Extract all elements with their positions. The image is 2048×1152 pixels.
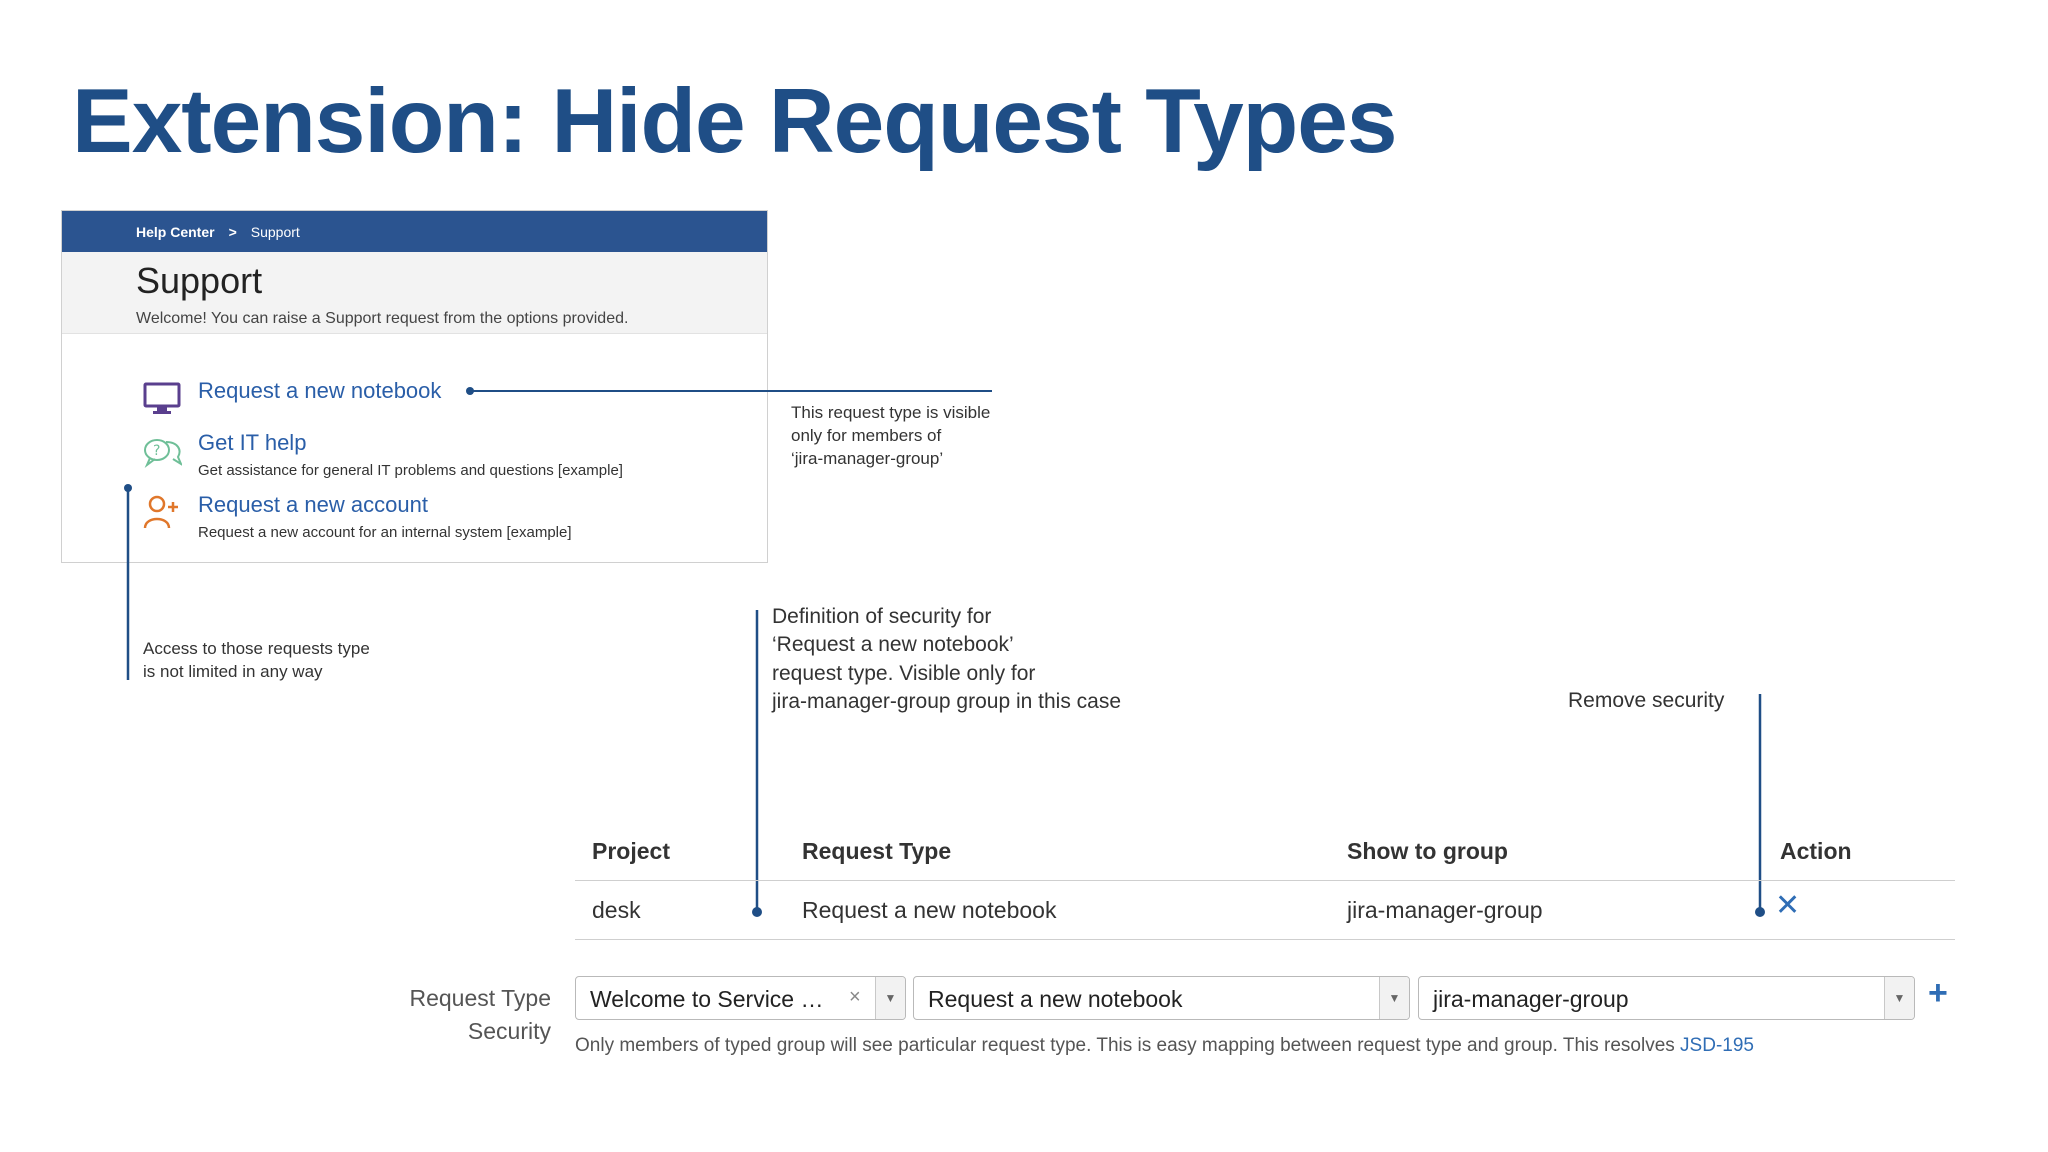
breadcrumb-support[interactable]: Support	[250, 223, 300, 240]
svg-text:?: ?	[153, 443, 161, 459]
add-plus-icon[interactable]: +	[1928, 974, 1948, 1012]
callout-visible-dot	[466, 387, 474, 395]
form-label-request-type: Request Type	[409, 985, 551, 1011]
form-label-security: Security	[467, 1018, 551, 1044]
request-type-title[interactable]: Get IT help	[198, 430, 307, 455]
column-request-type: Request Type	[802, 838, 952, 864]
request-type-select[interactable]	[913, 976, 1410, 1020]
clear-icon[interactable]: ×	[849, 986, 861, 1008]
note-line: is not limited in any way	[143, 661, 323, 681]
note-line: Access to those requests type	[143, 639, 370, 658]
note-line: ‘jira-manager-group’	[791, 448, 944, 468]
cell-project: desk	[592, 897, 641, 923]
callout-not-limited-dot	[124, 484, 132, 492]
column-action: Action	[1780, 838, 1852, 864]
note-not-limited	[143, 638, 370, 684]
welcome-text: Welcome! You can raise a Support request from the options provided.	[136, 310, 629, 327]
chevron-down-icon[interactable]: ▼	[1884, 977, 1914, 1019]
note-line: This request type is visible	[791, 403, 991, 422]
chevron-down-icon[interactable]: ▼	[875, 977, 905, 1019]
group-select-value: jira-manager-group	[1433, 986, 1629, 1012]
request-type-title[interactable]: Request a new account	[198, 492, 428, 517]
cell-group: jira-manager-group	[1347, 897, 1543, 923]
cell-request-type: Request a new notebook	[802, 897, 1057, 923]
help-text	[575, 1035, 1754, 1057]
request-type-select-value: Request a new notebook	[928, 986, 1183, 1012]
breadcrumb-separator: >	[228, 223, 237, 240]
chevron-down-icon[interactable]: ▼	[1379, 977, 1409, 1019]
note-remove-security: Remove security	[1568, 689, 1725, 712]
column-project: Project	[592, 838, 670, 864]
note-line: Definition of security for	[772, 605, 992, 628]
note-line: request type. Visible only for	[772, 661, 1036, 685]
request-type-description: Get assistance for general IT problems and questions [example]	[198, 462, 623, 479]
breadcrumb-help-center[interactable]: Help Center	[136, 223, 215, 240]
request-type-title[interactable]: Request a new notebook	[198, 378, 442, 403]
note-line: only for members of	[791, 425, 942, 445]
jsd-195-link[interactable]: JSD-195	[1680, 1035, 1754, 1056]
note-definition	[772, 603, 1121, 716]
note-line: jira-manager-group group in this case	[772, 690, 1122, 714]
page-title: Support	[136, 260, 263, 301]
group-select[interactable]	[1418, 976, 1915, 1020]
project-select-value: Welcome to Service …	[590, 986, 824, 1012]
table-row	[575, 881, 1955, 940]
slide-title: Extension: Hide Request Types	[72, 71, 1397, 172]
note-visible-only	[791, 402, 990, 471]
note-line: ‘Request a new notebook’	[772, 633, 1014, 657]
project-select[interactable]	[575, 976, 906, 1020]
column-show-to-group: Show to group	[1347, 838, 1508, 864]
request-type-description: Request a new account for an internal system [example]	[198, 524, 572, 541]
security-table	[575, 820, 1955, 940]
table-header	[575, 820, 1955, 881]
remove-x-icon[interactable]: ✕	[1775, 889, 1801, 922]
help-text-body: Only members of typed group will see particular request type. This is easy mapping between request type and group. This resolves	[575, 1035, 1681, 1056]
